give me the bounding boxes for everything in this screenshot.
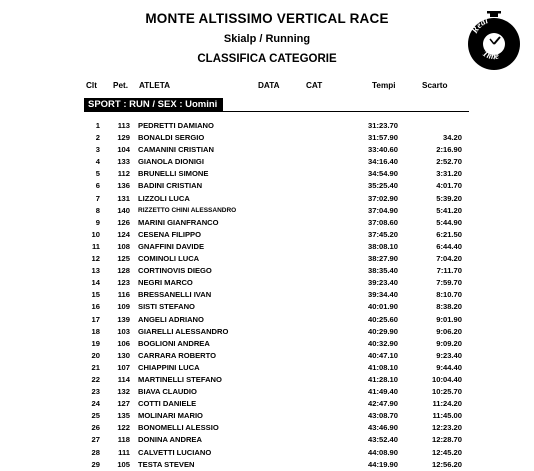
table-row bbox=[0, 374, 534, 386]
athlete-name: DONINA ANDREA bbox=[138, 435, 202, 445]
table-row bbox=[0, 180, 534, 192]
col-clt: Clt bbox=[86, 81, 97, 90]
finish-time: 43:08.70 bbox=[368, 411, 398, 421]
bib-number: 112 bbox=[117, 169, 130, 179]
bib-number: 126 bbox=[117, 217, 130, 227]
finish-time: 37:02.90 bbox=[368, 193, 398, 203]
finish-time: 38:08.10 bbox=[368, 241, 398, 251]
bib-number: 122 bbox=[117, 423, 130, 433]
table-row bbox=[0, 434, 534, 446]
time-gap: 12:56.20 bbox=[432, 459, 462, 469]
table-row bbox=[0, 120, 534, 132]
bib-number: 104 bbox=[117, 145, 130, 155]
finish-time: 31:57.90 bbox=[368, 133, 398, 143]
rank: 5 bbox=[95, 169, 100, 179]
section-label: SPORT : RUN / SEX : Uomini bbox=[84, 98, 223, 111]
document-header bbox=[0, 10, 534, 66]
athlete-name: CESENA FILIPPO bbox=[138, 229, 202, 239]
bib-number: 128 bbox=[117, 266, 130, 276]
rank: 19 bbox=[91, 338, 100, 348]
rank: 2 bbox=[95, 133, 100, 143]
table-row bbox=[0, 326, 534, 338]
time-gap: 10:04.40 bbox=[432, 374, 462, 384]
bib-number: 136 bbox=[117, 181, 130, 191]
athlete-name: BONALDI SERGIO bbox=[138, 133, 205, 143]
athlete-name: LIZZOLI LUCA bbox=[138, 193, 190, 203]
athlete-name: BIAVA CLAUDIO bbox=[138, 387, 197, 397]
athlete-name: GIANOLA DIONIGI bbox=[138, 157, 204, 167]
finish-time: 39:34.40 bbox=[368, 290, 398, 300]
time-gap: 2:16.90 bbox=[436, 145, 462, 155]
time-gap: 6:44.40 bbox=[436, 241, 462, 251]
rank: 13 bbox=[91, 266, 100, 276]
col-pet: Pet. bbox=[113, 81, 129, 90]
bib-number: 123 bbox=[117, 278, 130, 288]
col-tempi: Tempi bbox=[372, 81, 396, 90]
rank: 26 bbox=[91, 423, 100, 433]
table-row bbox=[0, 265, 534, 277]
athlete-name: PEDRETTI DAMIANO bbox=[138, 121, 214, 130]
athlete-name: BRUNELLI SIMONE bbox=[138, 169, 209, 179]
table-row bbox=[0, 301, 534, 313]
race-title: MONTE ALTISSIMO VERTICAL RACE bbox=[145, 11, 389, 26]
finish-time: 44:19.90 bbox=[368, 459, 398, 469]
bib-number: 113 bbox=[117, 121, 130, 130]
rank: 17 bbox=[91, 314, 100, 324]
athlete-name: CALVETTI LUCIANO bbox=[138, 447, 212, 457]
rank: 6 bbox=[95, 181, 100, 191]
rank: 11 bbox=[91, 241, 100, 251]
bib-number: 103 bbox=[117, 326, 130, 336]
bib-number: 107 bbox=[117, 362, 130, 372]
rank: 10 bbox=[91, 229, 100, 239]
athlete-name: CARRARA ROBERTO bbox=[138, 350, 217, 360]
rank: 21 bbox=[91, 362, 100, 372]
time-gap: 5:41.20 bbox=[436, 205, 462, 215]
rank: 7 bbox=[95, 193, 100, 203]
section-divider bbox=[84, 111, 469, 112]
time-gap: 12:28.70 bbox=[432, 435, 462, 445]
time-gap: 11:45.00 bbox=[432, 411, 462, 421]
column-headers bbox=[0, 81, 534, 93]
time-gap: 34.20 bbox=[442, 133, 462, 143]
table-row bbox=[0, 410, 534, 422]
bib-number: 106 bbox=[117, 338, 130, 348]
finish-time: 42:47.90 bbox=[368, 399, 398, 409]
table-row bbox=[0, 144, 534, 156]
results-table bbox=[0, 120, 534, 471]
athlete-name: GNAFFINI DAVIDE bbox=[138, 241, 205, 251]
athlete-name: BRESSANELLI IVAN bbox=[138, 290, 212, 300]
rank: 3 bbox=[95, 145, 100, 155]
athlete-name: BONOMELLI ALESSIO bbox=[138, 423, 219, 433]
table-row bbox=[0, 386, 534, 398]
finish-time: 41:08.10 bbox=[368, 362, 398, 372]
table-row bbox=[0, 277, 534, 289]
table-row bbox=[0, 314, 534, 326]
time-gap: 12:45.20 bbox=[432, 447, 462, 457]
finish-time: 38:35.40 bbox=[368, 266, 398, 276]
rank: 14 bbox=[91, 278, 100, 288]
col-atleta: ATLETA bbox=[139, 81, 171, 90]
time-gap: 8:10.70 bbox=[436, 290, 462, 300]
finish-time: 43:46.90 bbox=[368, 423, 398, 433]
bib-number: 131 bbox=[117, 193, 130, 203]
athlete-name: TESTA STEVEN bbox=[138, 459, 195, 469]
bib-number: 111 bbox=[118, 447, 130, 457]
bib-number: 105 bbox=[117, 459, 130, 469]
rank: 9 bbox=[95, 217, 100, 227]
athlete-name: MARINI GIANFRANCO bbox=[138, 217, 219, 227]
athlete-name: BADINI CRISTIAN bbox=[138, 181, 203, 191]
athlete-name: MOLINARI MARIO bbox=[138, 411, 203, 421]
finish-time: 31:23.70 bbox=[368, 121, 398, 130]
table-row bbox=[0, 229, 534, 241]
rank: 12 bbox=[91, 254, 100, 264]
athlete-name: NEGRI MARCO bbox=[138, 278, 193, 288]
time-gap: 12:23.20 bbox=[432, 423, 462, 433]
bib-number: 116 bbox=[117, 290, 130, 300]
rank: 1 bbox=[95, 121, 100, 130]
finish-time: 37:04.90 bbox=[368, 205, 398, 215]
finish-time: 34:16.40 bbox=[368, 157, 398, 167]
finish-time: 40:47.10 bbox=[368, 350, 398, 360]
bib-number: 140 bbox=[117, 205, 130, 215]
athlete-name: CHIAPPINI LUCA bbox=[138, 362, 200, 372]
rank: 4 bbox=[95, 157, 100, 167]
time-gap: 9:23.40 bbox=[436, 350, 462, 360]
bib-number: 114 bbox=[117, 374, 130, 384]
bib-number: 125 bbox=[117, 254, 130, 264]
athlete-name: MARTINELLI STEFANO bbox=[138, 374, 222, 384]
rank: 22 bbox=[91, 374, 100, 384]
rank: 8 bbox=[95, 205, 100, 215]
finish-time: 34:54.90 bbox=[368, 169, 398, 179]
logo-text-bottom: Time bbox=[480, 47, 500, 62]
time-gap: 7:11.70 bbox=[436, 266, 462, 276]
finish-time: 40:29.90 bbox=[368, 326, 398, 336]
col-cat: CAT bbox=[306, 81, 323, 90]
table-row bbox=[0, 362, 534, 374]
col-scarto: Scarto bbox=[422, 81, 448, 90]
table-row bbox=[0, 447, 534, 459]
time-gap: 3:31.20 bbox=[436, 169, 462, 179]
bib-number: 139 bbox=[117, 314, 130, 324]
time-gap: 5:39.20 bbox=[436, 193, 462, 203]
athlete-name: CAMANINI CRISTIAN bbox=[138, 145, 214, 155]
bib-number: 108 bbox=[117, 241, 130, 251]
time-gap: 9:44.40 bbox=[436, 362, 462, 372]
time-gap: 9:01.90 bbox=[436, 314, 462, 324]
real-time-logo bbox=[466, 11, 522, 73]
rank: 20 bbox=[91, 350, 100, 360]
table-row bbox=[0, 422, 534, 434]
table-row bbox=[0, 156, 534, 168]
table-row bbox=[0, 338, 534, 350]
finish-time: 33:40.60 bbox=[368, 145, 398, 155]
time-gap: 6:21.50 bbox=[436, 229, 462, 239]
time-gap: 7:59.70 bbox=[436, 278, 462, 288]
rank: 29 bbox=[91, 459, 100, 469]
finish-time: 40:25.60 bbox=[368, 314, 398, 324]
athlete-name: BOGLIONI ANDREA bbox=[138, 338, 210, 348]
athlete-name: ANGELI ADRIANO bbox=[138, 314, 204, 324]
finish-time: 40:01.90 bbox=[368, 302, 398, 312]
race-subtitle: Skialp / Running bbox=[223, 33, 311, 45]
table-row bbox=[0, 253, 534, 265]
time-gap: 9:09.20 bbox=[436, 338, 462, 348]
time-gap: 11:24.20 bbox=[432, 399, 462, 409]
rank: 27 bbox=[91, 435, 100, 445]
finish-time: 39:23.40 bbox=[368, 278, 398, 288]
ranking-title: CLASSIFICA CATEGORIE bbox=[197, 53, 337, 65]
athlete-name: GIARELLI ALESSANDRO bbox=[138, 326, 229, 336]
finish-time: 41:28.10 bbox=[368, 374, 398, 384]
table-row bbox=[0, 132, 534, 144]
finish-time: 40:32.90 bbox=[368, 338, 398, 348]
athlete-name: SISTI STEFANO bbox=[138, 302, 195, 312]
col-data: DATA bbox=[258, 81, 280, 90]
rank: 24 bbox=[91, 399, 100, 409]
finish-time: 41:49.40 bbox=[368, 387, 398, 397]
athlete-name: RIZZETTO CHINI ALESSANDRO bbox=[138, 206, 237, 214]
finish-time: 38:27.90 bbox=[368, 254, 398, 264]
athlete-name: CORTINOVIS DIEGO bbox=[138, 266, 212, 276]
finish-time: 44:08.90 bbox=[368, 447, 398, 457]
finish-time: 37:45.20 bbox=[368, 229, 398, 239]
finish-time: 43:52.40 bbox=[368, 435, 398, 445]
bib-number: 135 bbox=[117, 411, 130, 421]
table-row bbox=[0, 350, 534, 362]
time-gap: 9:06.20 bbox=[436, 326, 462, 336]
bib-number: 129 bbox=[117, 133, 130, 143]
bib-number: 124 bbox=[117, 229, 130, 239]
table-row bbox=[0, 241, 534, 253]
rank: 18 bbox=[91, 326, 100, 336]
time-gap: 2:52.70 bbox=[436, 157, 462, 167]
table-row bbox=[0, 398, 534, 410]
finish-time: 35:25.40 bbox=[368, 181, 398, 191]
rank: 25 bbox=[91, 411, 100, 421]
bib-number: 133 bbox=[117, 157, 130, 167]
rank: 28 bbox=[91, 447, 100, 457]
rank: 15 bbox=[91, 290, 100, 300]
bib-number: 109 bbox=[117, 302, 130, 312]
finish-time: 37:08.60 bbox=[368, 217, 398, 227]
bib-number: 127 bbox=[117, 399, 130, 409]
athlete-name: COMINOLI LUCA bbox=[138, 254, 200, 264]
table-row bbox=[0, 289, 534, 301]
table-row bbox=[0, 217, 534, 229]
rank: 23 bbox=[91, 387, 100, 397]
time-gap: 7:04.20 bbox=[436, 254, 462, 264]
logo-text-top: Real bbox=[469, 15, 490, 35]
table-row bbox=[0, 168, 534, 180]
bib-number: 130 bbox=[117, 350, 130, 360]
table-row bbox=[0, 193, 534, 205]
time-gap: 10:25.70 bbox=[432, 387, 462, 397]
time-gap: 8:38.20 bbox=[436, 302, 462, 312]
athlete-name: COTTI DANIELE bbox=[138, 399, 197, 409]
table-row bbox=[0, 459, 534, 471]
bib-number: 132 bbox=[117, 387, 130, 397]
table-row bbox=[0, 205, 534, 217]
rank: 16 bbox=[91, 302, 100, 312]
time-gap: 4:01.70 bbox=[436, 181, 462, 191]
bib-number: 118 bbox=[117, 435, 130, 445]
time-gap: 5:44.90 bbox=[436, 217, 462, 227]
